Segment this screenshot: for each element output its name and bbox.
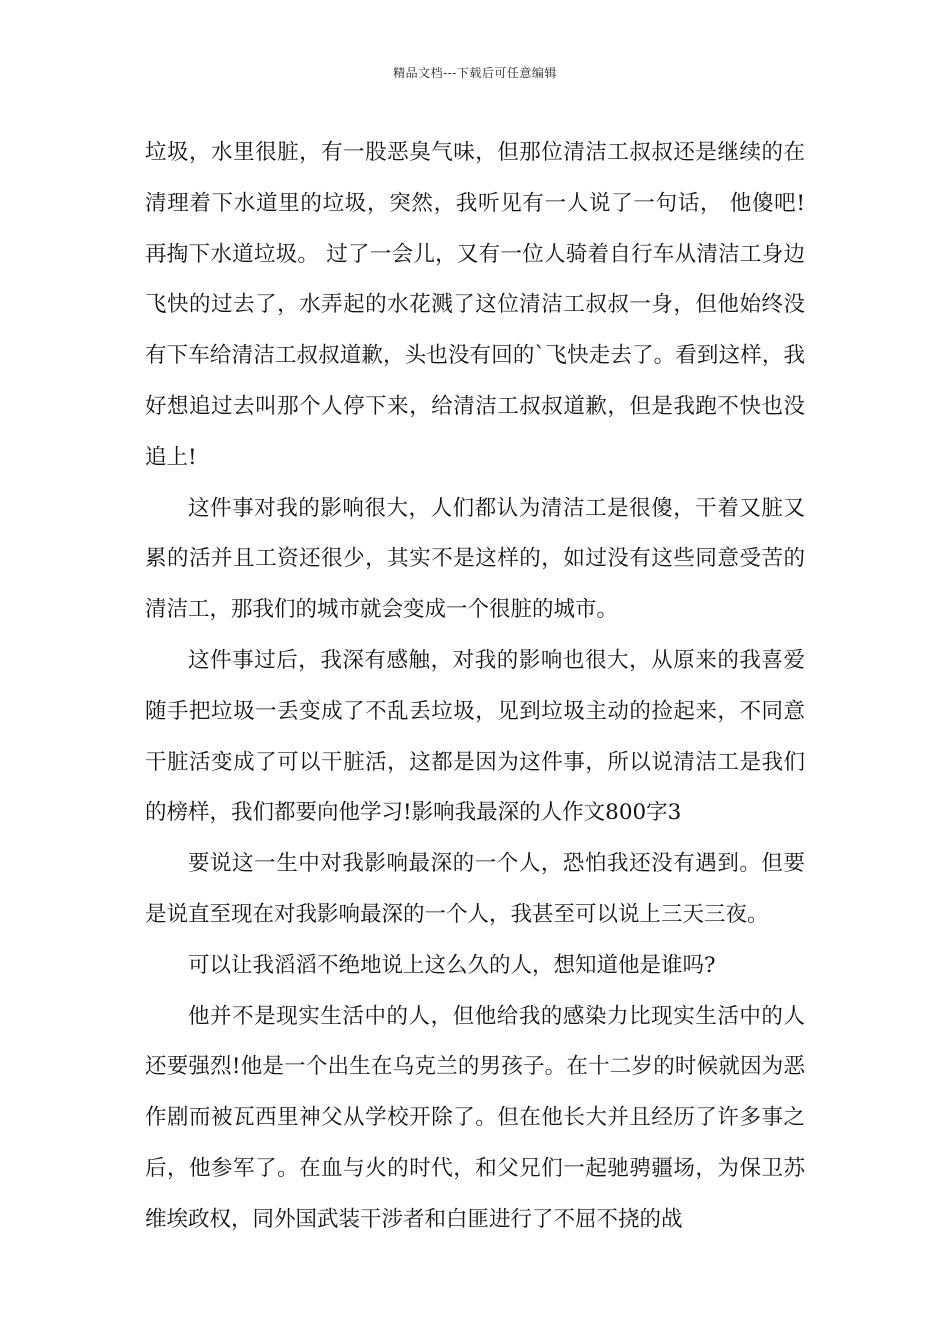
paragraph-4: 要说这一生中对我影响最深的一个人，恐怕我还没有遇到。但要是说直至现在对我影响最深的一个人，我甚至可以说上三天三夜。	[145, 851, 805, 927]
paragraph-3: 这件事过后，我深有感触，对我的影响也很大，从原来的我喜爱随手把垃圾一丢变成了不乱丢垃圾，见到垃圾主动的捡起来，不同意干脏活变成了可以干脏活，这都是因为这件事，所以说清洁工是我们的榜样，我们都要向他学习!影响我最深的人作文800字3	[145, 647, 805, 826]
paragraph-2: 这件事对我的影响很大，人们都认为清洁工是很傻，干着又脏又累的活并且工资还很少，其实不是这样的，如过没有这些同意受苦的清洁工，那我们的城市就会变成一个很脏的城市。	[145, 495, 805, 623]
document-body	[145, 128, 805, 1246]
paragraph-5: 可以让我滔滔不绝地说上这么久的人，想知道他是谁吗?	[188, 952, 716, 978]
paragraph-1: 垃圾，水里很脏，有一股恶臭气味，但那位清洁工叔叔还是继续的在清理着下水道里的垃圾，突然，我听见有一人说了一句话， 他傻吧!再掏下水道垃圾。 过了一会儿，又有一位人骑着自行车从清洁工身边飞快的过去了，水弄起的水花溅了这位清洁工叔叔一身，但他始终没有下车给清洁工叔叔道歉，头也没有回的`飞快走去了。看到这样，我好想追过去叫那个人停下来，给清洁工叔叔道歉，但是我跑不快也没追上!	[145, 140, 805, 470]
page-header: 精品文档---下载后可任意编辑	[393, 66, 557, 80]
paragraph-6: 他并不是现实生活中的人，但他给我的感染力比现实生活中的人还要强烈!他是一个出生在乌克兰的男孩子。在十二岁的时候就因为恶作剧而被瓦西里神父从学校开除了。但在他长大并且经历了许多事之后，他参军了。在血与火的时代，和父兄们一起驰骋疆场，为保卫苏维埃政权，同外国武装干涉者和白匪进行了不屈不挠的战	[145, 1003, 805, 1232]
